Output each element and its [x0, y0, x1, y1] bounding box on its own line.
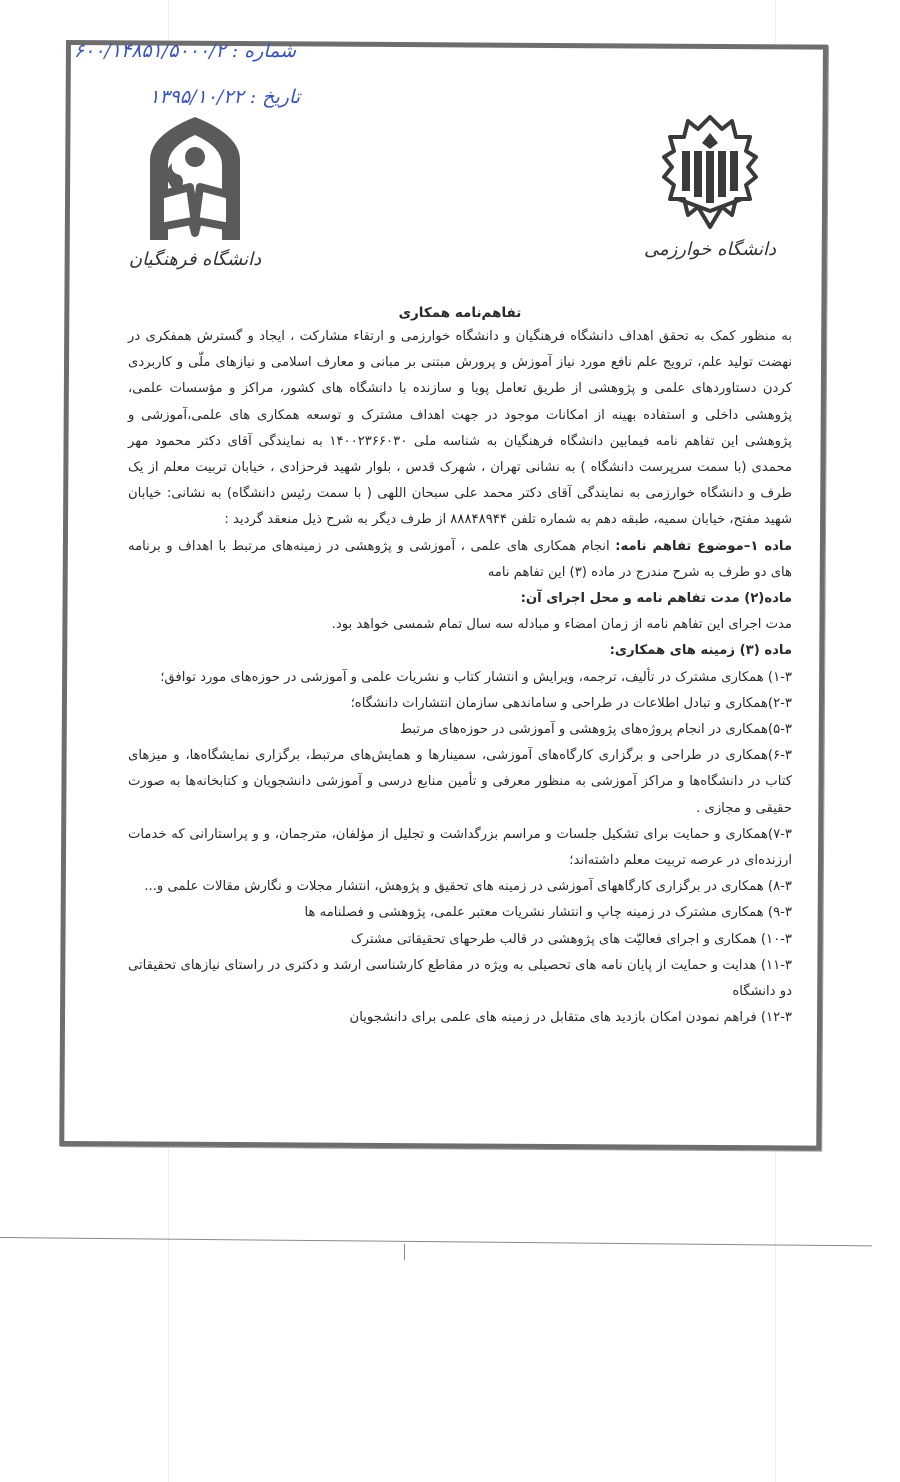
article-2-text: مدت اجرای این تفاهم نامه از زمان امضاء و مبادله سه سال تمام شمسی خواهد بود. [331, 617, 792, 633]
article-3-item: ۱۱-۳) هدایت و حمایت از پایان نامه های تحصیلی به ویژه در مقاطع کارشناسی ارشد و دکتری در راستای نیازهای تحقیقاتی دو دانشگاه [128, 957, 792, 1000]
article-1-heading: ماده ۱–موضوع تفاهم نامه: [615, 538, 792, 554]
article-3-item: ۱-۳) همکاری مشترک در تألیف، ترجمه، ویرایش و انتشار کتاب و نشریات علمی و آموزشی در حوزه‌های مورد توافق؛ [160, 669, 792, 685]
scan-guide-tick [404, 1244, 405, 1260]
farhangian-logo [130, 115, 260, 270]
article-3-item: ۲-۳)همکاری و تبادل اطلاعات در طراحی و ساماندهی سازمان انتشارات دانشگاه؛ [350, 695, 792, 711]
article-3-item: ۷-۳)همکاری و حمایت برای تشکیل جلسات و مراسم بزرگداشت و تجلیل از مؤلفان، مترجمان، و و پراستارانی که خدمات ارزنده‌ای در عرصه تربیت معلم داشته‌اند؛ [128, 826, 792, 869]
letter-date: تاریخ : ۱۳۹۵/۱۰/۲۲ [149, 86, 300, 108]
kharazmi-logo-caption: دانشگاه خوارزمی [643, 239, 777, 260]
document-title: تفاهم‌نامه همکاری [398, 305, 522, 321]
article-3-item: ۶-۳)همکاری در طراحی و برگزاری کارگاه‌های آموزشی، سمینارها و همایش‌های مرتبط، برگزاری نمایشگاه‌ها، و میزهای کتاب در دانشگاه‌ها و مراکز آموزشی به منظور معرفی و تأمین منابع درسی و آموزشی دانشجویان و کتابخانه‌ها به صورت حقیقی و مجازی . [128, 748, 792, 816]
article-3-item: ۱۲-۳) فراهم نمودن امکان بازدید های متقابل در زمینه های علمی برای دانشجویان [349, 1010, 792, 1026]
intro-paragraph: به منظور کمک به تحقق اهداف دانشگاه فرهنگیان و دانشگاه خوارزمی و ارتقاء مشارکت ، ایجاد و گسترش همفکری در نهضت تولید علم، ترویج علم نافع مورد نیاز آموزش و پرورش مبتنی بر مبانی و معارف اسلامی و نیازهای ملّی و کاربردی کردن دستاوردهای علمی و پژوهشی از طریق تعامل پویا و سازنده با دانشگاه های کشور، مراکز و مؤسسات علمی، پژوهشی داخلی و استفاده بهینه از امکانات موجود در جهت اهداف مشترک و توسعه همکاری های علمی،آموزشی و پژوهشی این تفاهم نامه فیمابین دانشگاه فرهنگیان به شناسه ملی ۱۴۰۰۲۳۶۶۰۳۰ به نمایندگی آقای دکتر محمود مهر محمدی (با سمت سرپرست دانشگاه ) به نشانی تهران ، شهرک قدس ، بلوار شهید فرحزادی ، خیابان تربیت معلم از یک طرف و دانشگاه خوارزمی به نمایندگی آقای دکتر محمد علی سبحان اللهی ( با سمت رئیس دانشگاه) به نشانی: خیابان شهید مفتح، خیابان سمیه، طبقه دهم به شماره تلفن ۸۸۸۴۸۹۴۴ از طرف دیگر به شرح ذیل منعقد گردید : [128, 329, 792, 528]
article-3-item: ۸-۳) همکاری در برگزاری کارگاههای آموزشی در زمینه های تحقیق و پژوهش، انتشار مجلات و نگارش مقالات علمی و... [144, 879, 792, 895]
article-2-heading: ماده(۲) مدت تفاهم نامه و محل اجرای آن: [520, 591, 792, 607]
farhangian-logo-caption: دانشگاه فرهنگیان [128, 249, 262, 270]
article-1-text: انجام همکاری های علمی ، آموزشی و پژوهشی در زمینه‌های مرتبط با اهداف و برنامه های دو طرف به شرح مندرج در ماده (۳) این تفاهم نامه [128, 538, 792, 580]
scan-guide-line [0, 1237, 872, 1246]
article-3-item: ۵-۳)همکاری در انجام پروژه‌های پژوهشی و آموزشی در حوزه‌های مرتبط [399, 722, 792, 738]
kharazmi-emblem-icon [660, 115, 760, 235]
article-1 [128, 534, 792, 586]
kharazmi-logo [643, 115, 777, 260]
document-body [128, 302, 792, 1031]
article-3-item: ۱۰-۳) همکاری و اجرای فعالیّت های پژوهشی در قالب طرحهای تحقیقاتی مشترک [350, 931, 792, 947]
letter-number: شماره : ۶۰۰/۱۴۸۵۱/۵۰۰۰/۲ [73, 40, 296, 62]
farhangian-emblem-icon [140, 115, 250, 245]
article-3-item: ۹-۳) همکاری مشترک در زمینه چاپ و انتشار نشریات معتبر علمی، پژوهشی و فصلنامه ها [304, 905, 792, 921]
article-3-heading: ماده (۳) زمینه های همکاری: [609, 643, 792, 659]
